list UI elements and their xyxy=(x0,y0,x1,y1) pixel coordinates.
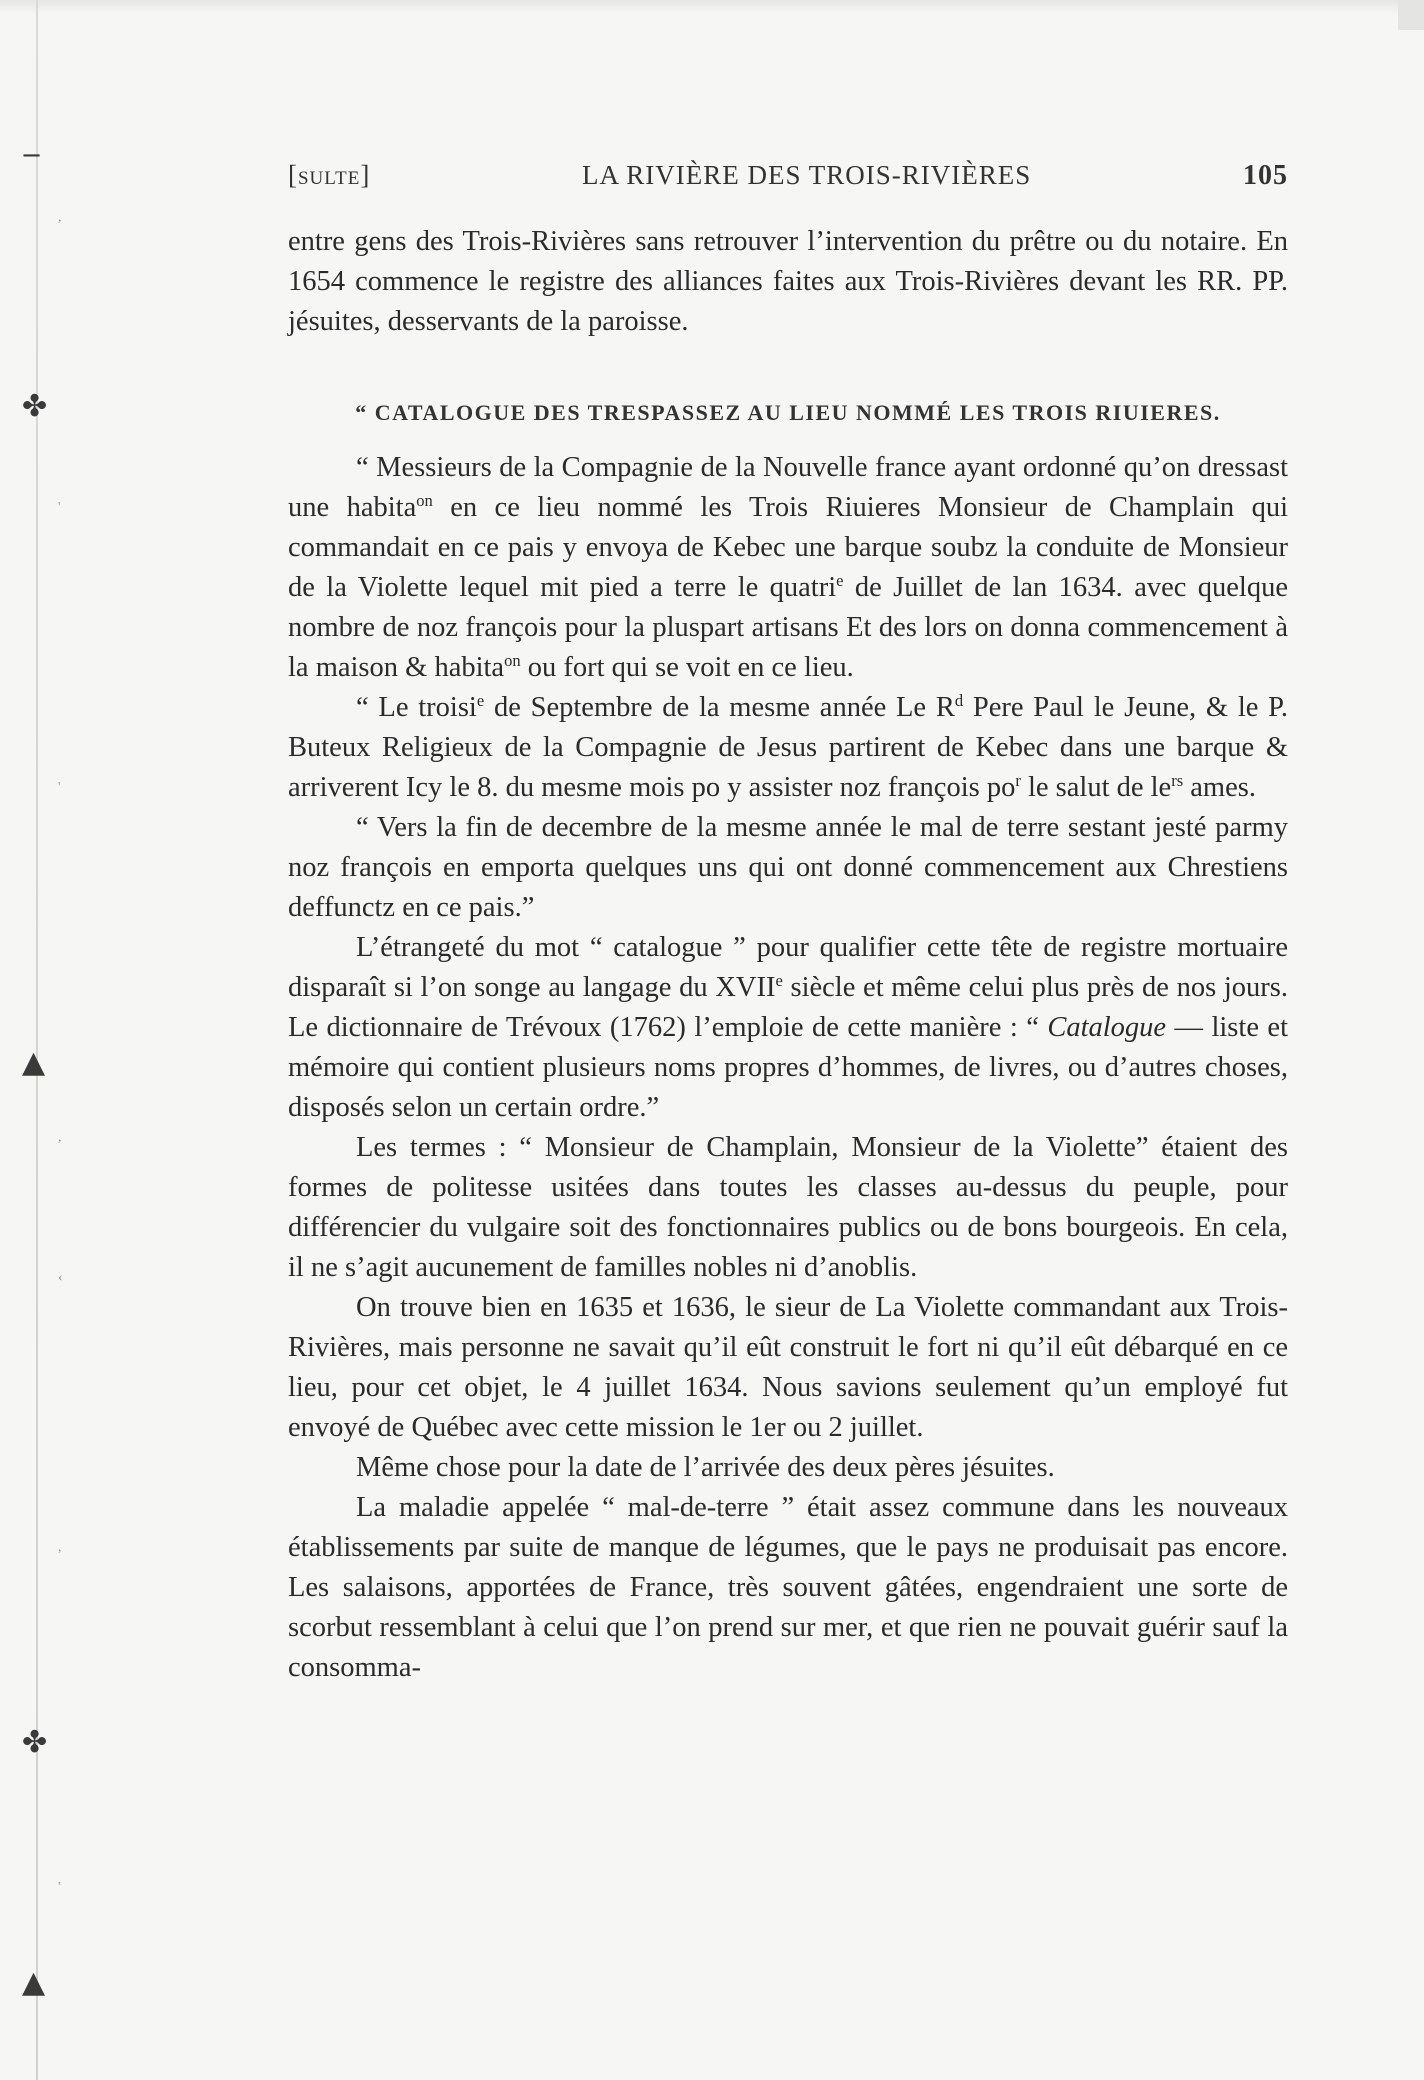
margin-tick: , xyxy=(58,210,62,225)
paragraph-catalogue: L’étrangeté du mot “ catalogue ” pour qualifier cette tête de registre mortuaire disparaît si l’on songe au langage du XVIIe siècle et même celui plus près de nos jours. Le dictionnaire de Trévoux (1762) l’emploie de cette manière : “ Catalogue — liste et mémoire qui contient plusieurs noms propres d’hommes, de livres, ou d’autres choses, disposés selon un certain ordre.” xyxy=(288,932,1288,1123)
page-title: LA RIVIÈRE DES TROIS-RIVIÈRES xyxy=(582,160,1032,190)
margin-tick: ' xyxy=(58,780,61,795)
quote-paragraph-2: “ Le troisi$^e$ de Septembre de la mesme année Le $R^d$ Pere Paul le Jeune, & le P. Buteux Religieux de la Compagnie de Jesus partirent de Kebec dans une barque & arriverent Icy le 8. du mesme mois po y assister noz françois $po^r$ le salut de $le^{rs}$ ames. xyxy=(288,691,1288,803)
binding-edge xyxy=(36,0,38,2080)
intro-paragraph: entre gens des Trois-Rivières sans retrouver l’intervention du prêtre ou du notaire. En 1654 commence le registre des alliances faites aux Trois-Rivières devant les RR. PP. jésuites, desservants de la paroisse. xyxy=(288,226,1288,337)
paragraph-jesuites: Même chose pour la date de l’arrivée des deux pères jésuites. xyxy=(356,1452,1055,1483)
quote-paragraph-1: “ Messieurs de la Compagnie de la Nouvelle france ayant ordonné qu’on dressast une habita$^{on}$ en ce lieu nommé les Trois Riuieres Monsieur de Champlain qui commandait en ce pais y envoya de Kebec une barque soubz la conduite de Monsieur de la Violette lequel mit pied a terre le quatri$^e$ de Juillet de lan 1634. avec quelque nombre de noz françois pour la pluspart artisans Et des lors on donna commencement à la maison & habita$^{on}$ ou fort qui se voit en ce lieu. xyxy=(288,452,1288,683)
quote-paragraph-3: “ Vers la fin de decembre de la mesme année le mal de terre sestant jesté parmy noz françois en emporta quelques uns qui ont donné commencement aux Chrestiens deffunctz en ce pais.” xyxy=(288,812,1288,923)
binding-pin-icon: ✤ xyxy=(22,1725,48,1760)
paragraph-termes: Les termes : “ Monsieur de Champlain, Monsieur de la Violette” étaient des formes de politesse usitées dans toutes les classes au-dessus du peuple, pour différencier du vulgaire soit des fonctionnaires publics ou de bons bourgeois. En cela, il ne s’agit aucunement de familles nobles ni d’anoblis. xyxy=(288,1132,1288,1283)
body-text xyxy=(288,222,1288,1688)
margin-tick: ' xyxy=(58,1880,61,1895)
margin-tick: , xyxy=(58,1130,62,1145)
scan-corner xyxy=(1398,0,1424,30)
author-tag: [sulte] xyxy=(288,160,371,190)
margin-tick: , xyxy=(58,1540,62,1555)
section-heading: “ CATALOGUE DES TRESPASSEZ AU LIEU NOMMÉ LES TROIS RIUIERES. xyxy=(355,400,1221,425)
scan-top-edge xyxy=(0,0,1424,14)
binding-arrow-icon: ▲ xyxy=(22,1965,46,2000)
margin-tick: ‹ xyxy=(58,1270,63,1285)
paragraph-violette: On trouve bien en 1635 et 1636, le sieur de La Violette commandant aux Trois-Rivières, mais personne ne savait qu’il eût construit le fort ni qu’il eût débarqué en ce lieu, pour cet objet, le 4 juillet 1634. Nous savions seulement qu’un employé fut envoyé de Québec avec cette mission le 1er ou 2 juillet. xyxy=(288,1292,1288,1443)
page-content xyxy=(288,160,1288,1688)
margin-tick: ' xyxy=(58,500,61,515)
binding-arrow-icon: ▲ xyxy=(22,1045,46,1080)
running-header xyxy=(288,160,1288,192)
binding-pin-icon: ✤ xyxy=(22,389,48,424)
binding-arrow-icon: ‒ xyxy=(22,137,42,172)
paragraph-maladie: La maladie appelée “ mal-de-terre ” était assez commune dans les nouveaux établissements par suite de manque de légumes, que le pays ne produisait pas encore. Les salaisons, apportées de France, très souvent gâtées, engendraient une sorte de scorbut ressemblant à celui que l’on prend sur mer, et que rien ne pouvait guérir sauf la consomma- xyxy=(288,1492,1288,1683)
page-number: 105 xyxy=(1243,160,1288,191)
